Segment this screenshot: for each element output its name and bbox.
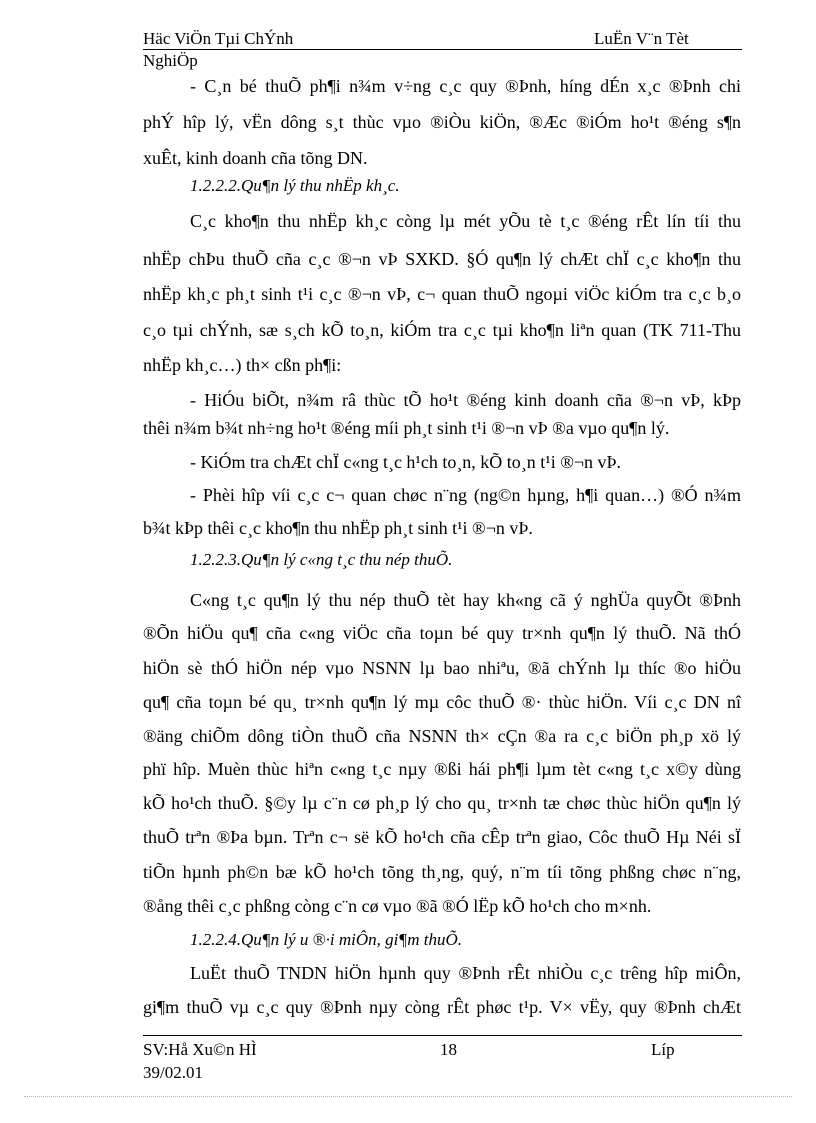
header-thesis-title: LuËn V¨n Tèt xyxy=(594,29,689,48)
paragraph-line: - Phèi hîp víi c¸c c¬ quan chøc n¨ng (ng©n hµng, h¶i quan…) ®Ó n¾m xyxy=(190,485,741,505)
paragraph-line: C¸c kho¶n thu nhËp kh¸c còng lµ mét yÕu tè t¸c ®éng rÊt lín tíi thu xyxy=(190,211,741,231)
paragraph-line: thuÕ trªn ®Þa bµn. Trªn c¬ së kÕ ho¹ch cña cÊp trªn giao, Côc thuÕ Hµ Néi sÏ xyxy=(143,827,741,847)
paragraph-line: - KiÓm tra chÆt chÏ c«ng t¸c h¹ch to¸n, kÕ to¸n t¹i ®¬n vÞ. xyxy=(190,452,622,472)
paragraph-line: nhËp kh¸c ph¸t sinh t¹i c¸c ®¬n vÞ, c¬ quan thuÕ ngoµi viÖc kiÓm tra c¸c b¸o xyxy=(143,284,741,304)
paragraph-line: ®Õn hiÖu qu¶ cña c«ng viÖc cña toµn bé quy tr×nh qu¶n lý thuÕ. Nã thÓ xyxy=(143,623,741,643)
paragraph-line: nhËp chÞu thuÕ cña c¸c ®¬n vÞ SXKD. §Ó qu¶n lý chÆt chÏ c¸c kho¶n thu xyxy=(143,249,741,269)
paragraph-line: hiÖn sè thÓ hiÖn nép vµo NSNN lµ bao nhiªu, ®ã chÝnh lµ thíc ®o hiÖu xyxy=(143,658,741,678)
paragraph-line: thêi n¾m b¾t nh÷ng ho¹t ®éng míi ph¸t sinh t¹i ®¬n vÞ ®a vµo qu¶n lý. xyxy=(143,418,670,438)
page-bottom-border xyxy=(24,1096,792,1097)
paragraph-line: gi¶m thuÕ vµ c¸c quy ®Þnh nµy còng rÊt phøc t¹p. V× vËy, quy ®Þnh chÆt xyxy=(143,997,741,1017)
paragraph-line: ®ång thêi c¸c phßng còng c¨n cø vµo ®ã ®Ó lËp kÕ ho¹ch cho m×nh. xyxy=(143,896,652,916)
paragraph-line: xuÊt, kinh doanh cña tõng DN. xyxy=(143,148,368,168)
header-rule xyxy=(143,49,742,50)
paragraph-line: ®äng chiÕm dông tiÒn thuÕ cña NSNN th× cÇn ®a ra c¸c biÖn ph¸p xö lý xyxy=(143,726,741,746)
header-continuation: NghiÖp xyxy=(143,51,198,70)
paragraph-line: - C¸n bé thuÕ ph¶i n¾m v÷ng c¸c quy ®Þnh, híng dÉn x¸c ®Þnh chi xyxy=(190,76,741,96)
paragraph-line: phï hîp. Muèn thùc hiªn c«ng t¸c nµy ®ßi hái ph¶i lµm tèt c«ng t¸c x©y dùng xyxy=(143,759,741,779)
footer-class-code: 39/02.01 xyxy=(143,1063,203,1082)
page-number: 18 xyxy=(440,1040,457,1059)
paragraph-line: kÕ ho¹ch thuÕ. §©y lµ c¨n cø ph¸p lý cho qu¸ tr×nh tæ chøc thùc hiÖn qu¶n lý xyxy=(143,793,741,813)
footer-rule xyxy=(143,1035,742,1036)
footer-student-name: SV:Hå Xu©n HÌ xyxy=(143,1040,257,1059)
paragraph-line: LuËt thuÕ TNDN hiÖn hµnh quy ®Þnh rÊt nhiÒu c¸c trêng hîp miÔn, xyxy=(190,963,741,983)
paragraph-line: C«ng t¸c qu¶n lý thu nép thuÕ tèt hay kh«ng cã ý nghÜa quyÕt ®Þnh xyxy=(190,590,741,610)
paragraph-line: c¸o tµi chÝnh, sæ s¸ch kÕ to¸n, kiÓm tra c¸c tµi kho¶n liªn quan (TK 711-Thu xyxy=(143,320,741,340)
section-heading: 1.2.2.3.Qu¶n lý c«ng t¸c thu nép thuÕ. xyxy=(190,550,453,569)
section-heading: 1.2.2.2.Qu¶n lý thu nhËp kh¸c. xyxy=(190,176,400,195)
paragraph-line: phÝ hîp lý, vËn dông s¸t thùc vµo ®iÒu kiÖn, ®Æc ®iÓm ho¹t ®éng s¶n xyxy=(143,112,741,132)
paragraph-line: nhËp kh¸c…) th× cßn ph¶i: xyxy=(143,355,342,375)
section-heading: 1.2.2.4.Qu¶n lý u ®·i miÔn, gi¶m thuÕ. xyxy=(190,930,462,949)
paragraph-line: - HiÓu biÕt, n¾m râ thùc tÕ ho¹t ®éng kinh doanh cña ®¬n vÞ, kÞp xyxy=(190,390,741,410)
footer-class-label: Líp xyxy=(651,1040,675,1059)
paragraph-line: tiÕn hµnh ph©n bæ kÕ ho¹ch tõng th¸ng, quý, n¨m tíi tõng phßng chøc n¨ng, xyxy=(143,862,741,882)
paragraph-line: b¾t kÞp thêi c¸c kho¶n thu nhËp ph¸t sinh t¹i ®¬n vÞ. xyxy=(143,518,533,538)
header-institution: Häc ViÖn Tµi ChÝnh xyxy=(143,29,294,48)
paragraph-line: qu¶ cña toµn bé qu¸ tr×nh qu¶n lý mµ côc thuÕ ®· thùc hiÖn. Víi c¸c DN nî xyxy=(143,692,741,712)
